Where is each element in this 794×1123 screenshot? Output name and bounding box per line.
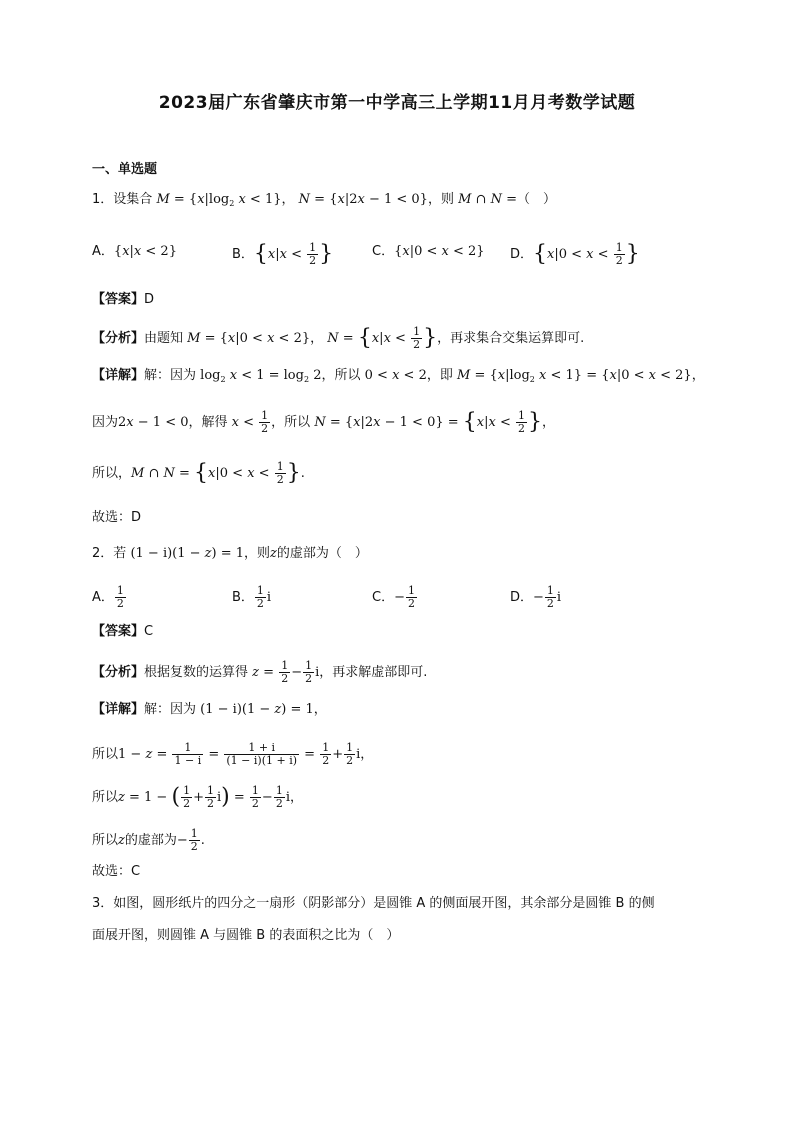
q2-detail-line-4: 所以z的虚部为− $\frac{1}{2}$ . (92, 827, 205, 853)
page-title: 2023届广东省肇庆市第一中学高三上学期11月月考数学试题 (158, 93, 636, 113)
q1-analysis: 【分析】由题知 M = {x|0 < x < 2}， N = {x|x < $\frac{1}{2}$ }，再求集合交集运算即可. (92, 325, 585, 351)
q2-option-b: B． $\frac{1}{2}$ i (232, 584, 272, 610)
q1-detail-line-1: 【详解】解：因为 $\log_2 x < 1 = \log_2 2$，所以 0 < x < 2，即 $M = \{x|\log_2$ x < 1} = {x|0 < x < 2}， (92, 368, 705, 384)
q3-stem-line-2: 面展开图，则圆锥 A 与圆锥 B 的表面积之比为（ ） (92, 928, 400, 943)
q2-detail-line-2: 所以1 − z = $\frac{1}{1 - i}$ = $\frac{1 + i}{(1 - i)(1 + i)}$ = $\frac{1}{2}$ + $\frac{1}{2}$ i， (92, 741, 374, 767)
q1-detail-line-3: 所以，M ∩ N = {x|0 < x < $\frac{1}{2}$ }. (92, 460, 305, 486)
q2-detail-line-1: 【详解】解：因为 (1 − i)(1 − z) = 1， (92, 702, 327, 717)
q1-stem: 1．设集合 $M = \{x|\log_2$ x < 1}， N = {x|2x − 1 < 0}，则 M ∩ N =（ ） (92, 192, 557, 208)
q2-detail-line-3: 所以z = 1 − ( $\frac{1}{2}$ + $\frac{1}{2}$ i) = $\frac{1}{2}$ − $\frac{1}{2}$ i， (92, 784, 303, 810)
q1-option-b: B．{x|x < $\frac{1}{2}$ } (232, 241, 334, 267)
q2-option-d: D．− $\frac{1}{2}$ i (510, 584, 562, 610)
q2-option-c: C．− $\frac{1}{2}$ (372, 584, 415, 610)
q1-detail-line-2: 因为2x − 1 < 0，解得 x < $\frac{1}{2}$ ，所以 N = {x|2x − 1 < 0} = {x|x < $\frac{1}{2}$ }， (92, 409, 556, 435)
q1-answer: 【答案】D (92, 292, 155, 307)
q1-option-d: D．{x|0 < x < $\frac{1}{2}$ } (510, 241, 640, 267)
q1-option-c: C．{x|0 < x < 2} (372, 244, 485, 259)
q2-choose: 故选：C (92, 864, 141, 879)
q1-option-a: A．{x|x < 2} (92, 244, 177, 259)
section-heading: 一、单选题 (92, 162, 158, 177)
q2-analysis: 【分析】根据复数的运算得 z = $\frac{1}{2}$ − $\frac{1}{2}$ i，再求解虚部即可. (92, 659, 428, 685)
q2-option-a: A． $\frac{1}{2}$ (92, 584, 124, 610)
q2-answer: 【答案】C (92, 624, 154, 639)
q1-choose: 故选：D (92, 510, 142, 525)
q2-stem: 2．若 (1 − i)(1 − z) = 1，则z的虚部为（ ） (92, 546, 368, 561)
q3-stem-line-1: 3．如图，圆形纸片的四分之一扇形（阴影部分）是圆锥 A 的侧面展开图，其余部分是圆锥 B 的侧 (92, 896, 655, 911)
